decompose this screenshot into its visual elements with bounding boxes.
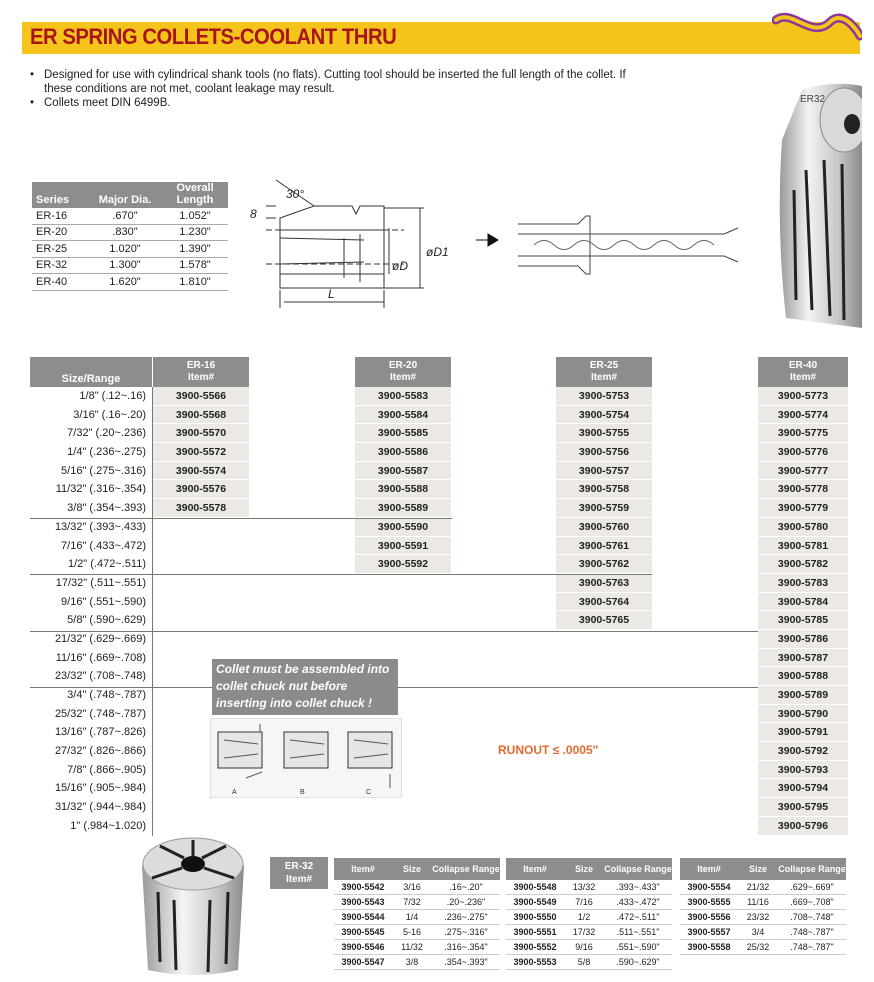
column-header: Size <box>574 864 593 874</box>
er20-column <box>355 357 451 574</box>
collapse-range-cell: .20~.236" <box>446 897 486 907</box>
column-divider <box>152 387 153 836</box>
size-range-cell: 3/4" (.748~.787) <box>67 689 146 701</box>
collapse-range-cell: .236~.275" <box>444 912 488 922</box>
coolant-thru-drawing <box>474 210 754 280</box>
collapse-range-cell: .590~.629" <box>616 957 660 967</box>
size-range-cell: 1" (.984~1.020) <box>70 819 146 832</box>
item-number-cell: 3900-5554 <box>687 882 731 892</box>
column-header: Item# <box>351 864 375 874</box>
table-row <box>506 895 672 910</box>
item-number-cell: 3900-5777 <box>758 462 848 481</box>
size-range-cell: 15/16" (.905~.984) <box>54 782 146 795</box>
item-number-cell: 3900-5783 <box>758 574 848 593</box>
size-cell: 1/2 <box>577 912 591 922</box>
size-cell: 25/32 <box>746 942 770 952</box>
item-number-cell: 3900-5796 <box>758 817 848 836</box>
size-range-cell: 27/32" (.826~.866) <box>54 745 146 758</box>
size-range-cell: 11/32" (.316~.354) <box>55 483 146 496</box>
size-cell: 11/32 <box>401 942 423 952</box>
er32-table-2 <box>506 858 672 970</box>
size-range-cell: 11/16" (.669~.708) <box>55 651 146 664</box>
item-number-cell: 3900-5590 <box>355 518 451 537</box>
er32-table-header <box>680 858 846 880</box>
item-number-cell: 3900-5785 <box>758 611 848 630</box>
item-number-cell: 3900-5788 <box>758 667 848 686</box>
item-number-cell: 3900-5589 <box>355 499 451 518</box>
table-row <box>334 940 500 955</box>
group-divider <box>30 631 758 632</box>
item-number-cell: 3900-5784 <box>758 593 848 612</box>
item-number-cell: 3900-5551 <box>513 927 557 937</box>
item-number-cell: 3900-5763 <box>556 574 652 593</box>
column-header: Item# <box>697 864 721 874</box>
item-number-cell: 3900-5782 <box>758 555 848 574</box>
er32-table-header <box>334 858 500 880</box>
column-header: Collapse Range <box>778 864 846 874</box>
series-table-header: Series Major Dia. Overall Length <box>32 182 228 208</box>
size-cell: 3/8 <box>405 957 419 967</box>
item-number-cell: 3900-5776 <box>758 443 848 462</box>
item-number-cell: 3900-5758 <box>556 480 652 499</box>
item-number-cell: 3900-5545 <box>341 927 385 937</box>
table-row: ER-16 .670" 1.052" <box>32 208 228 225</box>
item-number-cell: 3900-5550 <box>513 912 557 922</box>
size-range-cell: 7/8" (.866~.905) <box>67 763 146 776</box>
collapse-range-cell: .275~.316" <box>444 927 488 937</box>
column-header: Collapse Range <box>604 864 672 874</box>
item-number-cell: 3900-5787 <box>758 649 848 668</box>
item-number-cell: 3900-5793 <box>758 761 848 780</box>
svg-text:A: A <box>232 789 237 796</box>
size-range-cell: 5/16" (.275~.316) <box>61 464 146 477</box>
collapse-range-cell: .629~.669" <box>790 882 834 892</box>
size-range-cell: 9/16" (.551~.590) <box>61 595 146 608</box>
size-cell: 3/4 <box>751 927 765 937</box>
table-row <box>334 955 500 970</box>
item-number-cell: 3900-5791 <box>758 723 848 742</box>
item-number-cell: 3900-5754 <box>556 406 652 425</box>
size-cell: 5/8 <box>577 957 591 967</box>
er20-header: ER-20 Item# <box>355 357 451 387</box>
item-number-cell: 3900-5786 <box>758 630 848 649</box>
collapse-range-cell: .472~.511" <box>616 912 660 922</box>
table-row <box>334 910 500 925</box>
size-range-cell: 7/32" (.20~.236) <box>67 427 146 440</box>
svg-text:øD1: øD1 <box>426 245 449 259</box>
table-row <box>334 895 500 910</box>
bullet-item: • Designed for use with cylindrical shank tools (no flats). Cutting tool should be inserted the full length of the collet. If these conditions are not met, coolant leakage may result. <box>30 68 650 96</box>
collapse-range-cell: .393~.433" <box>616 882 660 892</box>
item-number-cell: 3900-5552 <box>513 942 557 952</box>
assembly-diagram <box>210 718 402 798</box>
collet-photo <box>772 80 862 332</box>
item-number-cell: 3900-5544 <box>341 912 385 922</box>
er40-header: ER-40 Item# <box>758 357 848 387</box>
feature-bullets <box>30 68 650 110</box>
size-column <box>30 357 152 836</box>
item-number-cell: 3900-5585 <box>355 424 451 443</box>
item-number-cell: 3900-5570 <box>153 424 249 443</box>
table-row <box>506 925 672 940</box>
item-number-cell: 3900-5584 <box>355 406 451 425</box>
item-number-cell: 3900-5583 <box>355 387 451 406</box>
er32-table-1 <box>334 858 500 970</box>
size-range-cell: 1/4" (.236~.275) <box>67 446 146 459</box>
table-row: ER-40 1.620" 1.810" <box>32 274 228 291</box>
item-number-cell: 3900-5775 <box>758 424 848 443</box>
item-number-cell: 3900-5773 <box>758 387 848 406</box>
logo-icon <box>772 6 862 54</box>
item-number-cell: 3900-5592 <box>355 555 451 574</box>
item-number-cell: 3900-5781 <box>758 537 848 556</box>
size-cell: 1/4 <box>405 912 419 922</box>
size-range-cell: 13/32" (.393~.433) <box>54 520 146 533</box>
collet-dimension-drawing <box>244 178 464 314</box>
runout-spec: RUNOUT ≤ .0005" <box>498 743 599 757</box>
item-number-cell: 3900-5790 <box>758 705 848 724</box>
table-row <box>506 880 672 895</box>
item-number-cell: 3900-5576 <box>153 480 249 499</box>
item-number-cell: 3900-5759 <box>556 499 652 518</box>
table-row <box>680 925 846 940</box>
item-number-cell: 3900-5553 <box>513 957 557 967</box>
group-divider <box>30 518 452 519</box>
er32-table-header <box>506 858 672 880</box>
table-row <box>506 955 672 970</box>
svg-text:ER32: ER32 <box>800 94 826 105</box>
item-number-cell: 3900-5549 <box>513 897 557 907</box>
size-cell: 21/32 <box>746 882 770 892</box>
table-row <box>680 910 846 925</box>
er40-column <box>758 357 848 836</box>
size-cell: 13/32 <box>572 882 596 892</box>
collapse-range-cell: .551~.590" <box>616 942 660 952</box>
table-row <box>506 910 672 925</box>
collapse-range-cell: .354~.393" <box>444 957 488 967</box>
er16-header: ER-16 Item# <box>153 357 249 387</box>
item-number-cell: 3900-5780 <box>758 518 848 537</box>
size-range-cell: 31/32" (.944~.984) <box>54 801 146 814</box>
size-range-header: Size/Range <box>30 357 152 387</box>
svg-text:L: L <box>328 287 335 301</box>
size-range-cell: 13/16" (.787~.826) <box>54 726 146 739</box>
item-number-cell: 3900-5557 <box>687 927 731 937</box>
assembly-note: Collet must be assembled into collet chuck nut before inserting into collet chuck ! <box>212 659 398 715</box>
size-range-cell: 21/32" (.629~.669) <box>54 632 146 645</box>
size-range-cell: 3/8" (.354~.393) <box>67 502 146 515</box>
svg-text:C: C <box>366 789 372 796</box>
collapse-range-cell: .16~.20" <box>449 882 483 892</box>
svg-text:øD: øD <box>392 259 408 273</box>
item-number-cell: 3900-5762 <box>556 555 652 574</box>
svg-text:8: 8 <box>250 207 257 221</box>
column-header: Size <box>748 864 767 874</box>
size-range-cell: 23/32" (.708~.748) <box>54 670 146 683</box>
collapse-range-cell: .316~.354" <box>444 942 488 952</box>
size-cell: 23/32 <box>746 912 770 922</box>
item-number-cell: 3900-5548 <box>513 882 557 892</box>
item-number-cell: 3900-5778 <box>758 480 848 499</box>
size-range-cell: 25/32" (.748~.787) <box>54 707 146 720</box>
collapse-range-cell: .748~.787" <box>790 942 834 952</box>
item-number-cell: 3900-5789 <box>758 686 848 705</box>
column-header: Collapse Range <box>432 864 500 874</box>
item-number-cell: 3900-5543 <box>341 897 385 907</box>
collapse-range-cell: .433~.472" <box>616 897 660 907</box>
er32-table-3 <box>680 858 846 955</box>
table-row: ER-32 1.300" 1.578" <box>32 258 228 275</box>
collapse-range-cell: .511~.551" <box>616 927 660 937</box>
collapse-range-cell: .748~.787" <box>790 927 834 937</box>
size-cell: 9/16 <box>575 942 593 952</box>
er16-column <box>153 357 249 518</box>
table-row: ER-25 1.020" 1.390" <box>32 241 228 258</box>
item-number-cell: 3900-5578 <box>153 499 249 518</box>
item-number-cell: 3900-5756 <box>556 443 652 462</box>
size-range-cell: 5/8" (.590~.629) <box>67 614 146 627</box>
item-number-cell: 3900-5572 <box>153 443 249 462</box>
item-number-cell: 3900-5779 <box>758 499 848 518</box>
table-row <box>334 880 500 895</box>
item-number-cell: 3900-5764 <box>556 593 652 612</box>
table-row <box>334 925 500 940</box>
column-header: Item# <box>523 864 547 874</box>
size-cell: 7/32 <box>403 897 421 907</box>
item-number-cell: 3900-5588 <box>355 480 451 499</box>
table-row <box>680 880 846 895</box>
item-number-cell: 3900-5558 <box>687 942 731 952</box>
column-header: Size <box>402 864 421 874</box>
er25-column <box>556 357 652 630</box>
svg-text:30°: 30° <box>286 187 305 201</box>
item-number-cell: 3900-5555 <box>687 897 731 907</box>
item-number-cell: 3900-5755 <box>556 424 652 443</box>
er25-header: ER-25 Item# <box>556 357 652 387</box>
item-number-cell: 3900-5586 <box>355 443 451 462</box>
collapse-range-cell: .708~.748" <box>790 912 834 922</box>
item-number-cell: 3900-5568 <box>153 406 249 425</box>
size-cell: 11/16 <box>747 897 769 907</box>
size-cell: 5-16 <box>402 927 421 937</box>
item-number-cell: 3900-5547 <box>341 957 385 967</box>
size-cell: 17/32 <box>572 927 596 937</box>
table-row <box>506 940 672 955</box>
size-range-cell: 1/2" (.472~.511) <box>67 558 146 571</box>
item-number-cell: 3900-5574 <box>153 462 249 481</box>
item-number-cell: 3900-5795 <box>758 798 848 817</box>
item-number-cell: 3900-5774 <box>758 406 848 425</box>
size-range-cell: 1/8" (.12~.16) <box>79 390 146 402</box>
group-divider <box>30 574 652 575</box>
size-cell: 3/16 <box>403 882 421 892</box>
size-range-cell: 7/16" (.433~.472) <box>61 539 146 552</box>
item-number-cell: 3900-5765 <box>556 611 652 630</box>
item-number-cell: 3900-5761 <box>556 537 652 556</box>
item-number-cell: 3900-5753 <box>556 387 652 406</box>
bullet-item: • Collets meet DIN 6499B. <box>30 96 650 110</box>
size-range-cell: 3/16" (.16~.20) <box>73 408 146 421</box>
collapse-range-cell: .669~.708" <box>790 897 834 907</box>
size-range-cell: 17/32" (.511~.551) <box>55 576 146 589</box>
series-table <box>32 182 228 291</box>
item-number-cell: 3900-5792 <box>758 742 848 761</box>
item-number-cell: 3900-5556 <box>687 912 731 922</box>
table-row: ER-20 .830" 1.230" <box>32 225 228 242</box>
size-cell: 7/16 <box>575 897 593 907</box>
item-number-cell: 3900-5566 <box>153 387 249 406</box>
item-number-cell: 3900-5591 <box>355 537 451 556</box>
collet-photo-small <box>134 830 250 980</box>
table-row <box>680 940 846 955</box>
item-number-cell: 3900-5760 <box>556 518 652 537</box>
item-number-cell: 3900-5542 <box>341 882 385 892</box>
page-title: ER SPRING COLLETS-COOLANT THRU <box>30 24 397 49</box>
table-row <box>680 895 846 910</box>
item-number-cell: 3900-5587 <box>355 462 451 481</box>
er32-label: ER-32 Item# <box>270 857 328 889</box>
item-number-cell: 3900-5546 <box>341 942 385 952</box>
item-number-cell: 3900-5757 <box>556 462 652 481</box>
svg-text:B: B <box>300 789 305 796</box>
item-number-cell: 3900-5794 <box>758 779 848 798</box>
